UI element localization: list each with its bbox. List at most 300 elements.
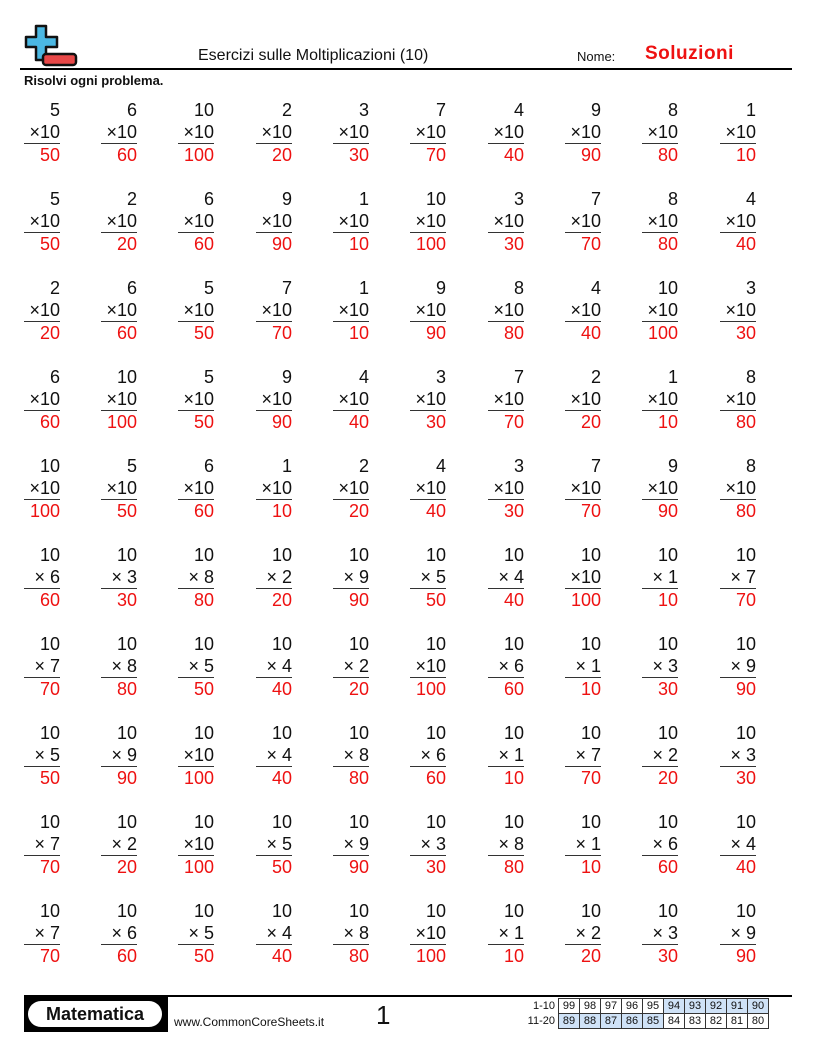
multiplier: × 9 <box>720 922 756 945</box>
multiplier: × 6 <box>24 566 60 589</box>
operand: 2 <box>49 278 60 298</box>
operand: 10 <box>193 634 214 654</box>
multiplier: × 1 <box>642 566 678 589</box>
operand: 10 <box>271 723 292 743</box>
answer: 50 <box>193 323 214 343</box>
multiplier: × 5 <box>24 744 60 767</box>
operand: 8 <box>745 456 756 476</box>
operand: 10 <box>348 901 369 921</box>
multiplier: × 6 <box>642 833 678 856</box>
score-cell: 98 <box>580 999 601 1014</box>
problem <box>720 633 756 700</box>
answer: 90 <box>735 679 756 699</box>
score-range-label: 1-10 <box>511 999 559 1014</box>
answer: 80 <box>193 590 214 610</box>
problem <box>24 900 60 967</box>
answer: 40 <box>735 234 756 254</box>
answer: 60 <box>425 768 446 788</box>
name-label: Nome: <box>577 49 616 64</box>
multiplier: × 7 <box>24 922 60 945</box>
operand: 10 <box>425 634 446 654</box>
multiplier: ×10 <box>410 477 446 500</box>
answer: 90 <box>271 234 292 254</box>
answer: 20 <box>116 857 137 877</box>
problem-row <box>0 544 816 633</box>
multiplier: ×10 <box>101 210 137 233</box>
multiplier: × 3 <box>101 566 137 589</box>
multiplier: ×10 <box>488 299 524 322</box>
multiplier: ×10 <box>333 299 369 322</box>
multiplier: ×10 <box>178 833 214 856</box>
operand: 10 <box>735 634 756 654</box>
multiplier: ×10 <box>488 210 524 233</box>
problem <box>101 900 137 967</box>
problem <box>333 99 369 166</box>
operand: 4 <box>513 100 524 120</box>
multiplier: ×10 <box>333 388 369 411</box>
problem <box>256 366 292 433</box>
multiplier: × 4 <box>488 566 524 589</box>
problem <box>178 900 214 967</box>
problem <box>720 544 756 611</box>
operand: 10 <box>271 634 292 654</box>
operand: 10 <box>503 634 524 654</box>
answer: 50 <box>39 145 60 165</box>
problem <box>488 544 524 611</box>
multiplier: × 5 <box>256 833 292 856</box>
site-url: www.CommonCoreSheets.it <box>174 1015 325 1029</box>
operand: 10 <box>116 812 137 832</box>
answer: 90 <box>580 145 601 165</box>
operand: 1 <box>281 456 292 476</box>
problem <box>24 99 60 166</box>
multiplier: ×10 <box>101 299 137 322</box>
multiplier: × 3 <box>720 744 756 767</box>
answer: 30 <box>657 679 678 699</box>
multiplier: × 8 <box>178 566 214 589</box>
score-cell: 95 <box>643 999 664 1014</box>
operand: 3 <box>513 456 524 476</box>
operand: 8 <box>745 367 756 387</box>
answer: 20 <box>271 145 292 165</box>
score-cell: 81 <box>727 1014 748 1029</box>
problem <box>24 633 60 700</box>
multiplier: ×10 <box>410 388 446 411</box>
instructions: Risolvi ogni problema. <box>24 73 164 88</box>
operand: 3 <box>358 100 369 120</box>
operand: 8 <box>667 100 678 120</box>
answer: 20 <box>580 412 601 432</box>
problem <box>410 722 446 789</box>
multiplier: ×10 <box>256 388 292 411</box>
operand: 1 <box>667 367 678 387</box>
answer: 70 <box>39 679 60 699</box>
answer: 80 <box>735 501 756 521</box>
multiplier: ×10 <box>720 299 756 322</box>
problem <box>565 277 601 344</box>
operand: 10 <box>271 812 292 832</box>
problem <box>178 544 214 611</box>
multiplier: ×10 <box>720 210 756 233</box>
multiplier: ×10 <box>565 210 601 233</box>
operand: 10 <box>735 723 756 743</box>
operand: 7 <box>590 189 601 209</box>
answer: 30 <box>425 857 446 877</box>
operand: 10 <box>657 812 678 832</box>
answer: 20 <box>348 501 369 521</box>
problem <box>642 188 678 255</box>
score-cell: 93 <box>685 999 706 1014</box>
problem <box>720 722 756 789</box>
problem <box>642 99 678 166</box>
answer: 60 <box>39 590 60 610</box>
problem <box>178 99 214 166</box>
operand: 10 <box>503 545 524 565</box>
answer: 70 <box>580 768 601 788</box>
operand: 10 <box>39 456 60 476</box>
problem <box>24 277 60 344</box>
answer: 60 <box>503 679 524 699</box>
problem <box>256 633 292 700</box>
multiplier: × 3 <box>642 922 678 945</box>
problem <box>720 900 756 967</box>
answer: 60 <box>116 145 137 165</box>
answer: 80 <box>657 145 678 165</box>
operand: 3 <box>513 189 524 209</box>
problem <box>101 633 137 700</box>
operand: 10 <box>657 634 678 654</box>
answer: 10 <box>503 946 524 966</box>
operand: 10 <box>39 901 60 921</box>
operand: 6 <box>203 189 214 209</box>
multiplier: ×10 <box>24 121 60 144</box>
operand: 9 <box>435 278 446 298</box>
problem <box>256 99 292 166</box>
problem <box>24 811 60 878</box>
multiplier: × 3 <box>642 655 678 678</box>
operand: 6 <box>126 100 137 120</box>
multiplier: × 6 <box>488 655 524 678</box>
operand: 10 <box>116 367 137 387</box>
problem <box>565 455 601 522</box>
problem <box>642 455 678 522</box>
operand: 5 <box>126 456 137 476</box>
problem <box>333 366 369 433</box>
multiplier: × 7 <box>720 566 756 589</box>
answer: 100 <box>415 946 446 966</box>
problem <box>410 544 446 611</box>
answer: 100 <box>183 145 214 165</box>
answer: 20 <box>657 768 678 788</box>
answer: 80 <box>503 857 524 877</box>
multiplier: ×10 <box>565 388 601 411</box>
answer: 50 <box>193 412 214 432</box>
answer: 20 <box>116 234 137 254</box>
operand: 10 <box>503 812 524 832</box>
answer: 50 <box>425 590 446 610</box>
answer: 60 <box>657 857 678 877</box>
operand: 6 <box>49 367 60 387</box>
answer: 60 <box>39 412 60 432</box>
answer: 50 <box>39 768 60 788</box>
score-range-label: 11-20 <box>511 1014 559 1029</box>
answer: 70 <box>580 501 601 521</box>
answer: 80 <box>735 412 756 432</box>
operand: 7 <box>513 367 524 387</box>
multiplier: × 9 <box>101 744 137 767</box>
problem <box>488 188 524 255</box>
answer: 30 <box>503 234 524 254</box>
problem <box>565 811 601 878</box>
operand: 4 <box>745 189 756 209</box>
score-cell: 91 <box>727 999 748 1014</box>
problem <box>720 455 756 522</box>
score-cell: 99 <box>559 999 580 1014</box>
score-cell: 89 <box>559 1014 580 1029</box>
problem <box>410 366 446 433</box>
problem <box>178 811 214 878</box>
multiplier: ×10 <box>101 388 137 411</box>
operand: 5 <box>49 189 60 209</box>
multiplier: ×10 <box>101 121 137 144</box>
score-cell: 87 <box>601 1014 622 1029</box>
score-cell: 83 <box>685 1014 706 1029</box>
multiplier: ×10 <box>178 210 214 233</box>
score-cell: 86 <box>622 1014 643 1029</box>
multiplier: ×10 <box>642 299 678 322</box>
answer: 40 <box>271 946 292 966</box>
answer: 40 <box>735 857 756 877</box>
score-cell: 84 <box>664 1014 685 1029</box>
problem <box>256 722 292 789</box>
multiplier: ×10 <box>488 388 524 411</box>
problem <box>565 900 601 967</box>
multiplier: × 5 <box>410 566 446 589</box>
operand: 10 <box>503 901 524 921</box>
problem <box>178 366 214 433</box>
worksheet-header <box>20 40 792 70</box>
multiplier: ×10 <box>642 477 678 500</box>
problem <box>642 633 678 700</box>
problem <box>178 455 214 522</box>
multiplier: × 2 <box>101 833 137 856</box>
multiplier: × 2 <box>642 744 678 767</box>
operand: 2 <box>590 367 601 387</box>
answer: 80 <box>348 946 369 966</box>
answer: 80 <box>657 234 678 254</box>
score-cell: 92 <box>706 999 727 1014</box>
multiplier: ×10 <box>24 477 60 500</box>
operand: 6 <box>203 456 214 476</box>
multiplier: ×10 <box>256 121 292 144</box>
problem-row <box>0 455 816 544</box>
answer: 50 <box>116 501 137 521</box>
problem <box>333 722 369 789</box>
problem <box>333 455 369 522</box>
operand: 10 <box>39 545 60 565</box>
score-cell: 96 <box>622 999 643 1014</box>
answer: 50 <box>39 234 60 254</box>
score-table <box>511 998 769 1029</box>
operand: 9 <box>281 367 292 387</box>
problem <box>178 188 214 255</box>
problem <box>333 900 369 967</box>
operand: 6 <box>126 278 137 298</box>
problem <box>642 366 678 433</box>
operand: 1 <box>358 189 369 209</box>
multiplier: × 1 <box>488 922 524 945</box>
brand-badge <box>24 996 168 1032</box>
score-cell: 80 <box>748 1014 769 1029</box>
operand: 10 <box>193 100 214 120</box>
answer: 90 <box>116 768 137 788</box>
multiplier: × 8 <box>333 744 369 767</box>
score-cell: 88 <box>580 1014 601 1029</box>
footer <box>24 995 792 1030</box>
problem <box>488 633 524 700</box>
operand: 10 <box>425 901 446 921</box>
multiplier: × 5 <box>178 922 214 945</box>
answer: 30 <box>348 145 369 165</box>
problem <box>256 455 292 522</box>
operand: 10 <box>116 723 137 743</box>
answer: 10 <box>271 501 292 521</box>
problem <box>101 455 137 522</box>
multiplier: × 8 <box>488 833 524 856</box>
multiplier: ×10 <box>410 922 446 945</box>
answer: 40 <box>580 323 601 343</box>
problem <box>24 188 60 255</box>
operand: 10 <box>39 634 60 654</box>
operand: 10 <box>116 545 137 565</box>
problem <box>178 633 214 700</box>
problem <box>565 99 601 166</box>
operand: 3 <box>745 278 756 298</box>
multiplier: ×10 <box>101 477 137 500</box>
problem <box>642 900 678 967</box>
problem <box>565 188 601 255</box>
answer: 50 <box>193 679 214 699</box>
operand: 4 <box>358 367 369 387</box>
multiplier: × 8 <box>101 655 137 678</box>
operand: 10 <box>580 901 601 921</box>
answer: 90 <box>348 590 369 610</box>
problem <box>565 722 601 789</box>
problem <box>565 366 601 433</box>
operand: 10 <box>580 723 601 743</box>
multiplier: × 6 <box>101 922 137 945</box>
multiplier: ×10 <box>256 210 292 233</box>
operand: 7 <box>281 278 292 298</box>
problem <box>24 544 60 611</box>
answer: 50 <box>193 946 214 966</box>
operand: 10 <box>580 634 601 654</box>
answer: 70 <box>503 412 524 432</box>
multiplier: ×10 <box>24 388 60 411</box>
multiplier: ×10 <box>565 121 601 144</box>
operand: 8 <box>513 278 524 298</box>
operand: 10 <box>425 545 446 565</box>
problem <box>101 722 137 789</box>
answer: 100 <box>415 679 446 699</box>
operand: 2 <box>358 456 369 476</box>
answer: 60 <box>193 501 214 521</box>
problem <box>333 811 369 878</box>
problem-row <box>0 633 816 722</box>
problem <box>101 811 137 878</box>
multiplier: ×10 <box>410 655 446 678</box>
answer: 40 <box>271 679 292 699</box>
answer: 40 <box>503 590 524 610</box>
answer: 20 <box>271 590 292 610</box>
operand: 1 <box>358 278 369 298</box>
problem <box>642 544 678 611</box>
operand: 5 <box>49 100 60 120</box>
problem <box>720 99 756 166</box>
problem <box>720 188 756 255</box>
answer: 10 <box>503 768 524 788</box>
answer: 30 <box>735 323 756 343</box>
multiplier: × 4 <box>256 922 292 945</box>
problem <box>256 188 292 255</box>
problem <box>256 900 292 967</box>
answer: 60 <box>116 946 137 966</box>
operand: 10 <box>657 901 678 921</box>
multiplier: × 2 <box>565 922 601 945</box>
problem <box>488 900 524 967</box>
score-row <box>511 1014 769 1029</box>
operand: 2 <box>281 100 292 120</box>
multiplier: ×10 <box>565 477 601 500</box>
operand: 10 <box>580 545 601 565</box>
multiplier: ×10 <box>256 477 292 500</box>
problem <box>410 455 446 522</box>
problem <box>178 277 214 344</box>
problem <box>642 277 678 344</box>
problem-row <box>0 811 816 900</box>
answer: 10 <box>657 412 678 432</box>
operand: 7 <box>590 456 601 476</box>
multiplier: × 7 <box>24 833 60 856</box>
problem-row <box>0 99 816 188</box>
score-cell: 90 <box>748 999 769 1014</box>
answer: 40 <box>503 145 524 165</box>
answer: 80 <box>503 323 524 343</box>
problem-row <box>0 722 816 811</box>
problem <box>488 366 524 433</box>
answer: 10 <box>348 234 369 254</box>
multiplier: ×10 <box>642 210 678 233</box>
problem-row <box>0 277 816 366</box>
multiplier: ×10 <box>642 388 678 411</box>
multiplier: ×10 <box>565 566 601 589</box>
multiplier: × 4 <box>256 744 292 767</box>
answer: 10 <box>657 590 678 610</box>
operand: 1 <box>745 100 756 120</box>
operand: 5 <box>203 278 214 298</box>
brand-label: Matematica <box>28 1001 162 1027</box>
problem <box>101 188 137 255</box>
multiplier: ×10 <box>333 210 369 233</box>
problem <box>24 455 60 522</box>
multiplier: ×10 <box>178 477 214 500</box>
problem <box>410 277 446 344</box>
operand: 9 <box>281 189 292 209</box>
multiplier: ×10 <box>410 210 446 233</box>
answer: 40 <box>425 501 446 521</box>
answer: 100 <box>570 590 601 610</box>
problem <box>410 99 446 166</box>
